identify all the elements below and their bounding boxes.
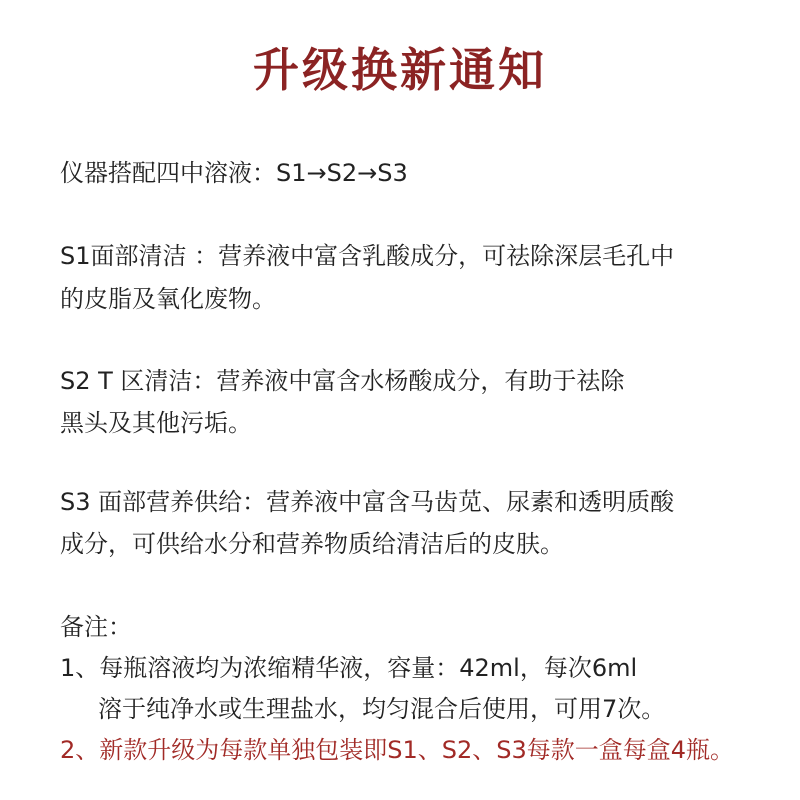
page-title: 升级换新通知 bbox=[253, 43, 547, 97]
notes-heading: 备注： bbox=[60, 613, 132, 641]
s3-description-line-1: S3 面部营养供给：营养液中富含马齿苋、尿素和透明质酸 bbox=[60, 488, 675, 516]
s2-description-line-1: S2 T 区清洁：营养液中富含水杨酸成分，有助于祛除 bbox=[60, 367, 625, 395]
note-item-1-line-1: 1、每瓶溶液均为浓缩精华液，容量：42ml，每次6ml bbox=[60, 654, 638, 682]
s1-description-line-1: S1面部清洁 ：营养液中富含乳酸成分，可祛除深层毛孔中 bbox=[60, 242, 675, 270]
note-item-2-highlight: 2、新款升级为每款单独包装即S1、S2、S3每款一盒每盒4瓶。 bbox=[60, 736, 735, 764]
intro-text: 仪器搭配四中溶液：S1→S2→S3 bbox=[60, 159, 408, 187]
s1-description-line-2: 的皮脂及氧化废物。 bbox=[60, 285, 276, 313]
s2-description-line-2: 黑头及其他污垢。 bbox=[60, 409, 252, 437]
s3-description-line-2: 成分，可供给水分和营养物质给清洁后的皮肤。 bbox=[60, 530, 564, 558]
note-item-1-line-2: 溶于纯净水或生理盐水，均匀混合后使用，可用7次。 bbox=[98, 695, 666, 723]
